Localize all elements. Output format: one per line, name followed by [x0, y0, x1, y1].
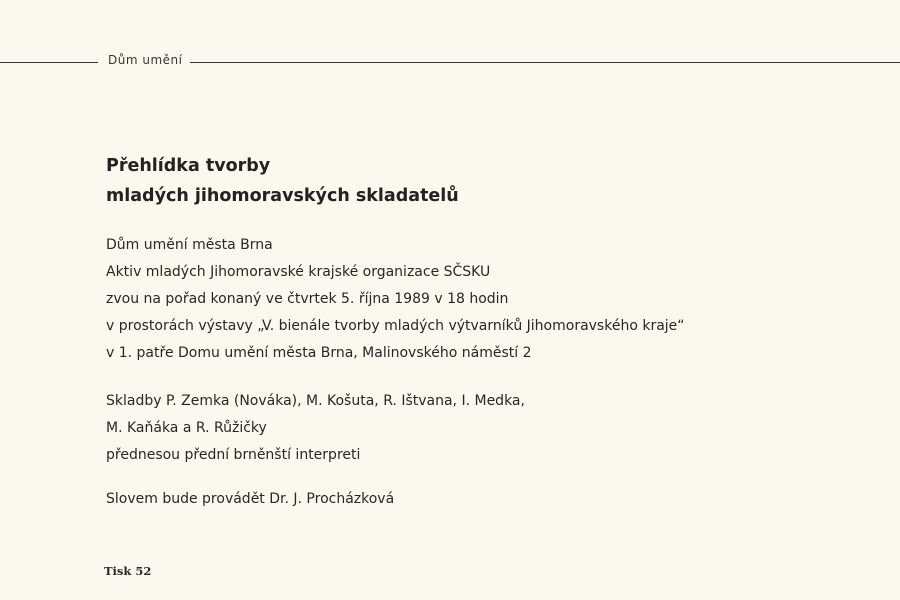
host-paragraph [106, 486, 394, 513]
invitation-paragraph [106, 232, 685, 367]
document-title [106, 151, 459, 211]
header-label: Dům umění [108, 53, 183, 67]
text-line: v prostorách výstavy „V. bienále tvorby mladých výtvarníků Jihomoravského kraje“ [106, 318, 685, 334]
text-line: zvou na pořad konaný ve čtvrtek 5. října 1989 v 18 hodin [106, 291, 509, 307]
text-line: Aktiv mladých Jihomoravské krajské organizace SČSKU [106, 264, 491, 280]
header-rule-right [190, 62, 900, 63]
title-line: mladých jihomoravských skladatelů [106, 186, 459, 206]
print-mark: Tisk 52 [104, 564, 152, 578]
header-rule-left [0, 62, 98, 63]
text-line: Dům umění města Brna [106, 237, 273, 253]
text-line: Skladby P. Zemka (Nováka), M. Košuta, R. Ištvana, I. Medka, [106, 393, 525, 409]
text-line: přednesou přední brněnští interpreti [106, 447, 361, 463]
text-line: M. Kaňáka a R. Růžičky [106, 420, 267, 436]
text-line: v 1. patře Domu umění města Brna, Malinovského náměstí 2 [106, 345, 532, 361]
title-line: Přehlídka tvorby [106, 156, 271, 176]
text-line: Slovem bude provádět Dr. J. Procházková [106, 491, 395, 507]
program-paragraph [106, 388, 525, 469]
